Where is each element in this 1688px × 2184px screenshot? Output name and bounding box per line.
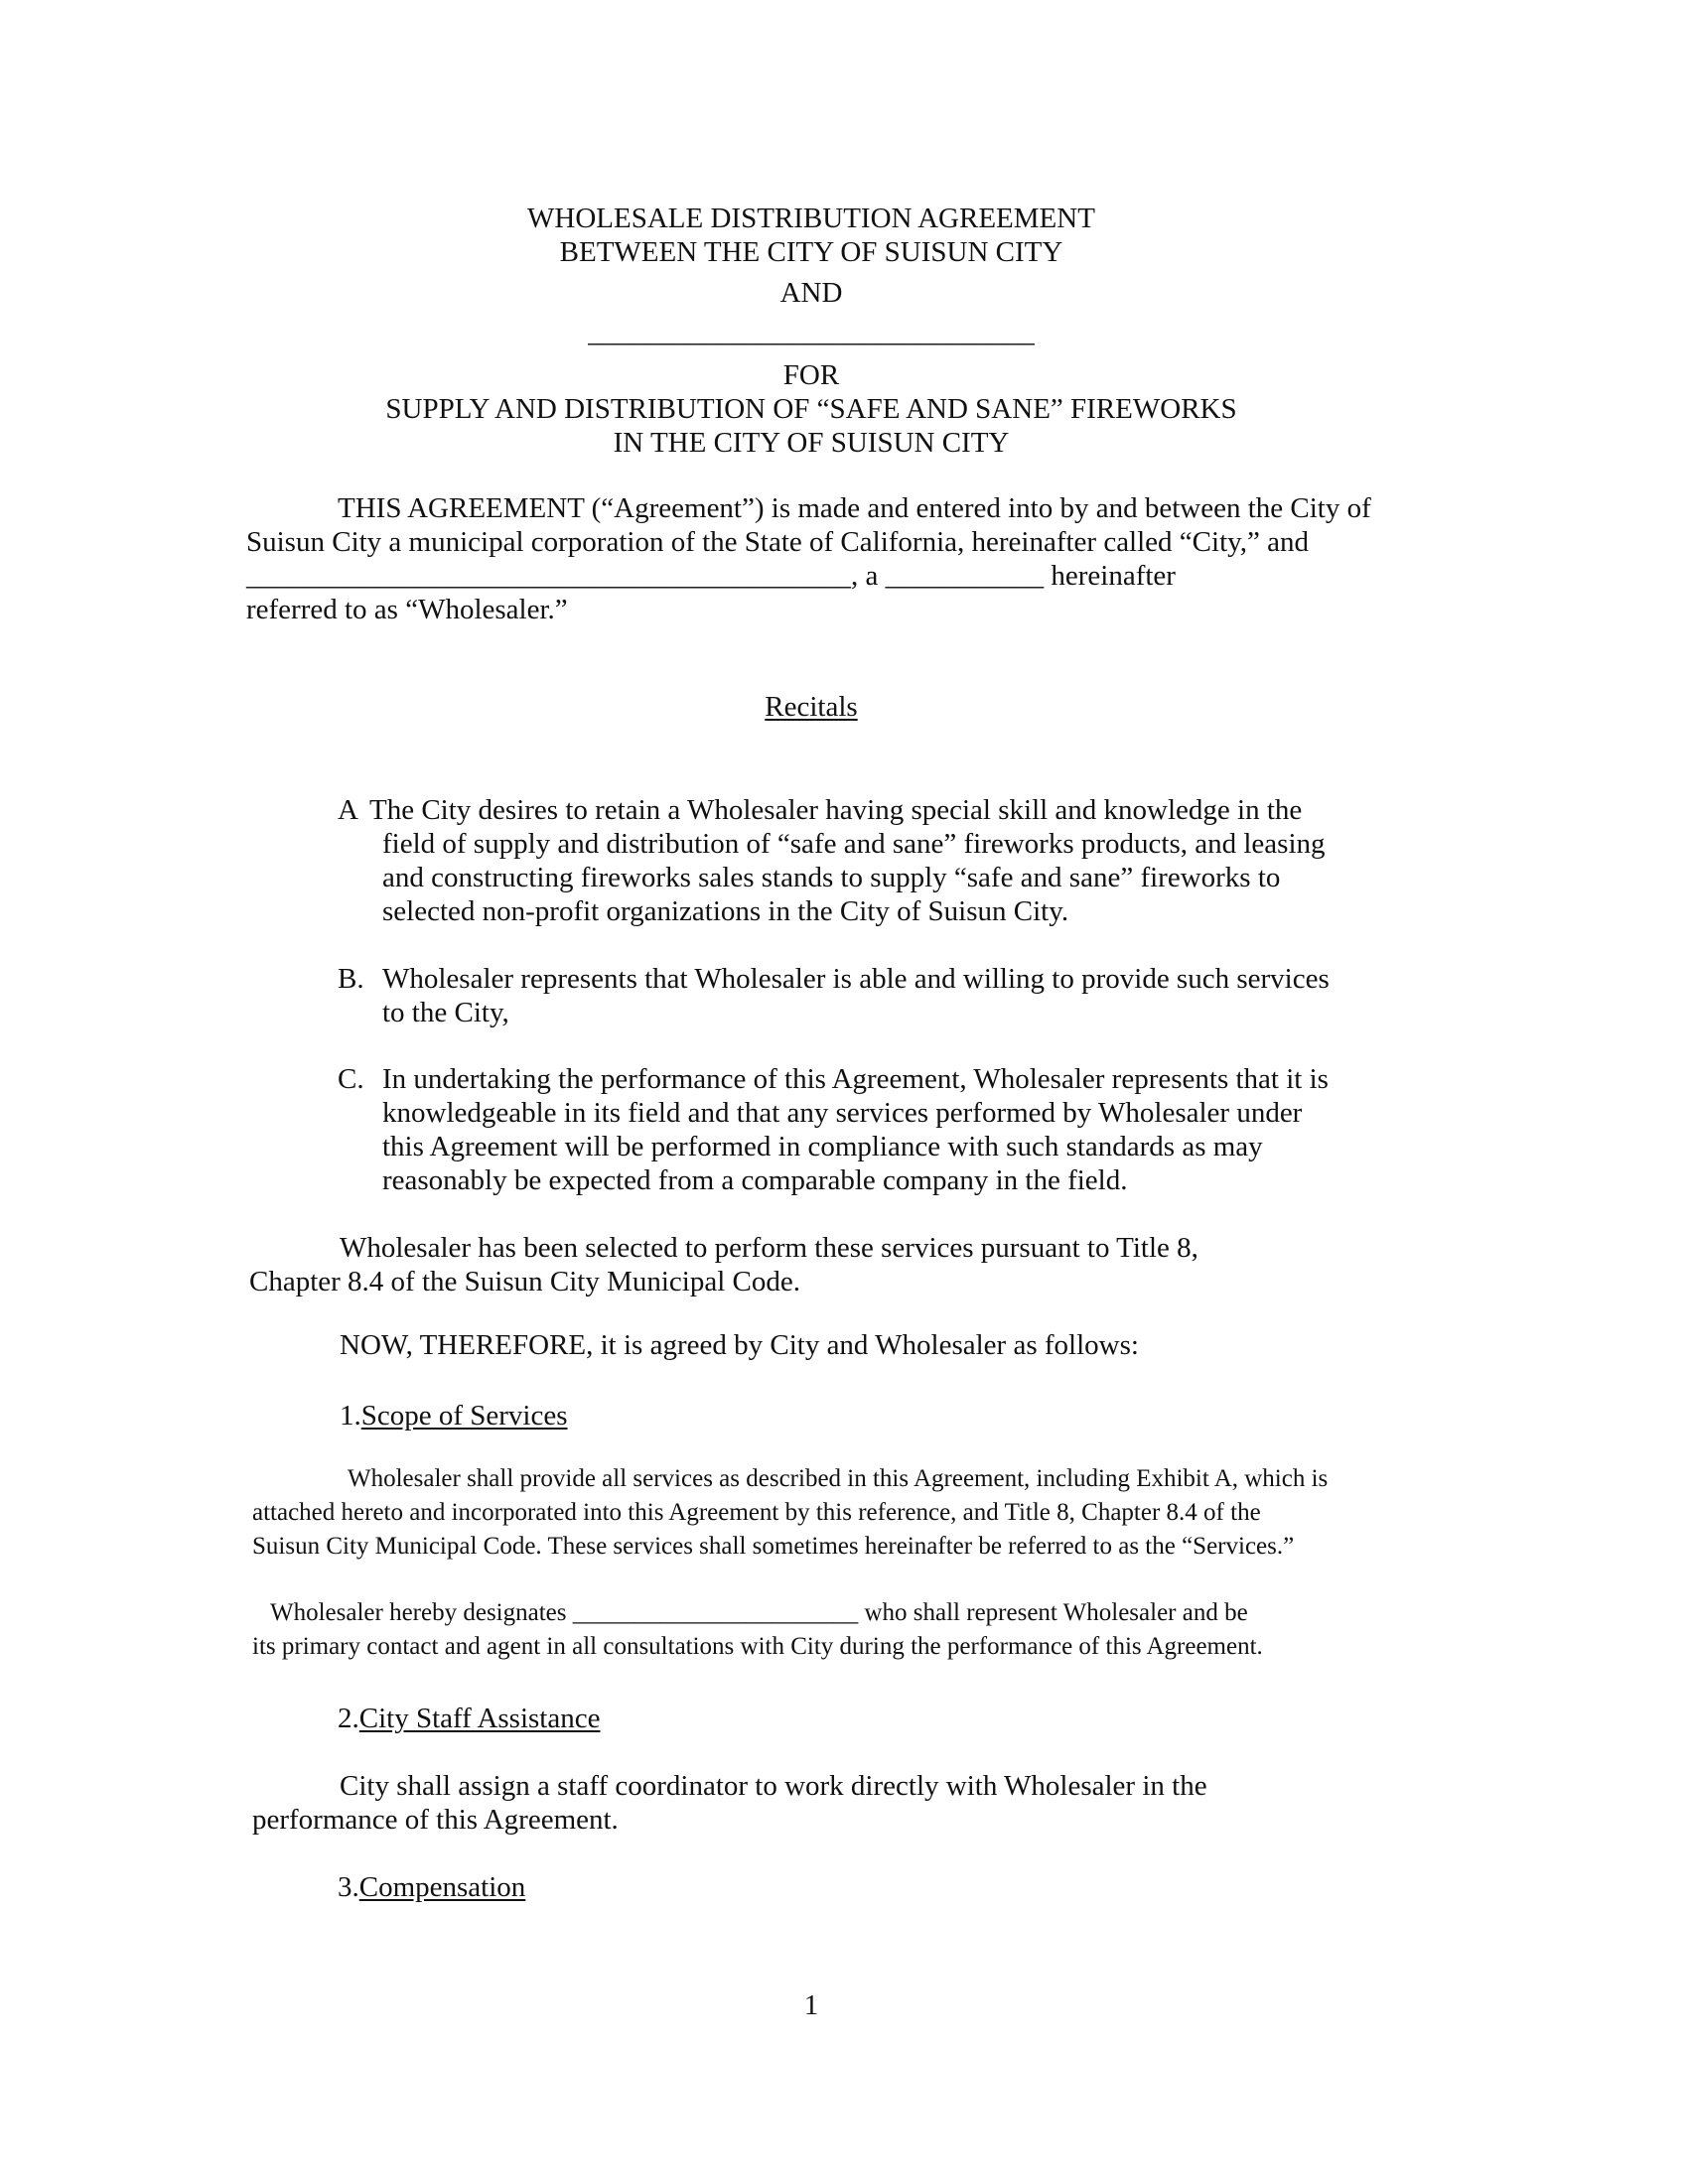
therefore-clause: NOW, THEREFORE, it is agreed by City and Wholesaler as follows: [340, 1329, 1139, 1361]
intro-line-4: referred to as “Wholesaler.” [246, 594, 568, 625]
selection-line-2: Chapter 8.4 of the Suisun City Municipal Code. [249, 1266, 800, 1297]
section-1-p1-line-3: Suisun City Municipal Code. These services shall sometimes hereinafter be referred to as the “Services.” [252, 1533, 1295, 1560]
recital-c-line-1: In undertaking the performance of this Agreement, Wholesaler represents that it is [382, 1063, 1329, 1095]
recital-b-line-1: Wholesaler represents that Wholesaler is able and willing to provide such services [382, 963, 1330, 995]
title-line-5: SUPPLY AND DISTRIBUTION OF “SAFE AND SANE” FIREWORKS [385, 393, 1237, 425]
section-2-line-2: performance of this Agreement. [252, 1804, 619, 1836]
section-1-p2-line-1: Wholesaler hereby designates _______________________ who shall represent Wholesaler and be [270, 1599, 1248, 1626]
page-number: 1 [803, 1989, 819, 2021]
intro-line-3: __________________________________________, a ___________ hereinafter [246, 560, 1176, 592]
section-3-heading: Compensation [358, 1871, 526, 1903]
recital-c-marker: C. [338, 1063, 364, 1095]
recital-a-line-1: The City desires to retain a Wholesaler having special skill and knowledge in the [369, 794, 1303, 826]
recital-b-line-2: to the City, [382, 997, 509, 1028]
title-line-4: FOR [782, 359, 840, 391]
section-1-p2-line-2: its primary contact and agent in all consultations with City during the performance of this Agreement. [252, 1633, 1263, 1660]
recital-a-line-4: selected non-profit organizations in the City of Suisun City. [382, 895, 1069, 927]
section-2-number: 2. [338, 1703, 359, 1734]
section-2-line-1: City shall assign a staff coordinator to work directly with Wholesaler in the [340, 1770, 1207, 1802]
section-1-number: 1. [340, 1400, 361, 1432]
section-1-p1-line-2: attached hereto and incorporated into this Agreement by this reference, and Title 8, Chapter 8.4 of the [252, 1499, 1261, 1526]
section-2-heading-row [338, 1702, 600, 1735]
title-blank-line: _______________________________ [588, 317, 1035, 348]
recitals-heading: Recitals [765, 691, 858, 723]
recital-c-line-3: this Agreement will be performed in compliance with such standards as may [382, 1131, 1263, 1162]
intro-line-2: Suisun City a municipal corporation of the State of California, hereinafter called “City,” and [246, 526, 1309, 558]
title-line-1: WHOLESALE DISTRIBUTION AGREEMENT [527, 203, 1095, 234]
recital-c-line-4: reasonably be expected from a comparable company in the field. [382, 1164, 1128, 1196]
recital-a-line-2: field of supply and distribution of “safe and sane” fireworks products, and leasing [382, 828, 1326, 860]
title-line-3: AND [779, 277, 843, 309]
title-line-2: BETWEEN THE CITY OF SUISUN CITY [559, 236, 1063, 268]
section-1-heading: Scope of Services [360, 1400, 568, 1432]
section-1-heading-row [340, 1399, 568, 1433]
selection-line-1: Wholesaler has been selected to perform these services pursuant to Title 8, [340, 1232, 1198, 1264]
section-1-p1-line-1: Wholesaler shall provide all services as described in this Agreement, including Exhibit A, which is [348, 1465, 1329, 1492]
section-3-number: 3. [338, 1871, 359, 1903]
recital-b-marker: B. [338, 963, 364, 995]
title-line-6: IN THE CITY OF SUISUN CITY [613, 427, 1010, 459]
recital-a-line-3: and constructing fireworks sales stands to supply “safe and sane” fireworks to [382, 862, 1281, 893]
recital-c-line-2: knowledgeable in its field and that any services performed by Wholesaler under [382, 1097, 1303, 1129]
intro-line-1: THIS AGREEMENT (“Agreement”) is made and entered into by and between the City of [338, 492, 1371, 524]
section-3-heading-row [338, 1870, 525, 1904]
recital-a-marker: A [338, 794, 358, 826]
section-2-heading: City Staff Assistance [358, 1703, 601, 1734]
